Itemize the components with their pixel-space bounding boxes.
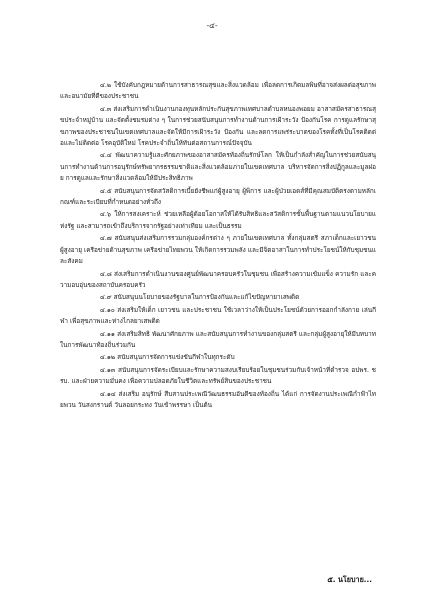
policy-item-4-11: ๔.๑๑ ส่งเสริมสิทธิ พัฒนาศักยภาพ และสนับสนุนการทำงานของกลุ่มสตรี และกลุ่มผู้สูงอายุให้มีบทบาทในการพัฒนาท้องถิ่นร่วมกัน <box>60 329 376 349</box>
policy-item-4-13: ๔.๑๓ สนับสนุนการจัดระเบียบและรักษาความสงบเรียบร้อยในชุมชนร่วมกับเจ้าหน้าที่ตำรวจ อปพร. ชรบ. และฝ่ายความมั่นคง เพื่อความปลอดภัยในชีวิตและทรัพย์สินของประชาชน <box>60 365 376 386</box>
policy-item-4-3: ๔.๓ ส่งเสริมการดำเนินงานกองทุนหลักประกันสุขภาพเทศบาลตำบลหนองพอยม อาสาสมัครสาธารณสุขประจำหมู่บ้าน และจัดตั้งชมรมต่าง ๆ ในการช่วยสนับสนุนการทำงานด้านการเฝ้าระวัง ป้องกันโรค การดูแลรักษาสุขภาพของประชาชนในเขตเทศบาลและจัดให้มีการเฝ้าระวัง ป้องกัน และลดการแพร่ระบาดของโรคทั้งที่เป็นโรคติดต่อและไม่ติดต่อ โรคอุบัติใหม่ โรคประจำถิ่นให้ทันต่อสถานการณ์ปัจจุบัน <box>60 104 376 148</box>
policy-item-4-5: ๔.๕ สนับสนุนการจัดสวัสดิการเบี้ยยังชีพแก่ผู้สูงอายุ ผู้พิการ และผู้ป่วยเอดส์ที่มีคุณสมบัติตรงตามหลักเกณฑ์และระเบียบที่กำหนดอย่างทั่วถึง <box>60 186 376 207</box>
policy-item-4-8: ๔.๘ ส่งเสริมการดำเนินงานของศูนย์พัฒนาครอบครัวในชุมชน เพื่อสร้างความเข้มแข็ง ความรัก และความอบอุ่นของสถาบันครอบครัว <box>60 269 376 289</box>
policy-body <box>60 80 376 412</box>
policy-item-4-10: ๔.๑๐ ส่งเสริมให้เด็ก เยาวชน และประชาชน ใช้เวลาว่างให้เป็นประโยชน์ด้วยการออกกำลังกาย เล่นกีฬา เพื่อสุขภาพและห่างไกลยาเสพติด <box>60 305 376 326</box>
policy-item-4-6: ๔.๖ ให้การสงเคราะห์ ช่วยเหลือผู้ด้อยโอกาสให้ได้รับสิทธิและสวัสดิการขั้นพื้นฐานตามแนวนโยบายแห่งรัฐ และสามารถเข้าถึงบริการจากรัฐอย่างเท่าเทียม และเป็นธรรม <box>60 210 376 230</box>
next-page-continuation: ๕. นโยบาย... <box>327 575 372 584</box>
policy-item-4-2: ๔.๒ ใช้บังคับกฎหมายด้านการสาธารณสุขและสิ่งแวดล้อม เพื่อลดการเกิดมลพิษที่อาจส่งผลต่อสุขภาพและอนามัยที่ดีของประชาชน <box>60 81 376 101</box>
policy-item-4-12: ๔.๑๒ สนับสนุนการจัดการแข่งขันกีฬาในทุกระดับ <box>100 353 235 362</box>
policy-item-4-4: ๔.๔ พัฒนาความรู้และศักยภาพของอาสาสมัครท้องถิ่นรักษ์โลก ให้เป็นกำลังสำคัญในการช่วยสนับสนุนการทำงานด้านการอนุรักษ์ทรัพยากรธรรมชาติและสิ่งแวดล้อมภายในเขตเทศบาล บริหารจัดการสิ่งปฏิกูลและมูลฝอย การดูแลและรักษาสิ่งแวดล้อมให้มีประสิทธิภาพ <box>60 151 376 183</box>
policy-item-4-7: ๔.๗ สนับสนุนส่งเสริมการรวมกลุ่มองค์กรต่าง ๆ ภายในเขตเทศบาล ทั้งกลุ่มสตรี สภาเด็กและเยาวชน ผู้สูงอายุ เครือข่ายด้านสุขภาพ เครือข่ายไทยพวน ให้เกิดการรวมพลัง และมีจิตอาสาในการทำประโยชน์ให้กับชุมชนและสังคม <box>60 234 376 266</box>
page-number: -๔- <box>206 21 218 30</box>
policy-item-4-9: ๔.๙ สนับสนุนนโยบายของรัฐบาลในการป้องกันและแก้ไขปัญหายาเสพติด <box>100 293 300 302</box>
policy-item-4-14: ๔.๑๔ ส่งเสริม อนุรักษ์ สืบสานประเพณีวัฒนธรรมอันดีของท้องถิ่น ได้แก่ การจัดงานประเพณีกำฟ้าไทยพวน วันสงกรานต์ วันลอยกระทง วันเข้าพรรษา เป็นต้น <box>60 389 376 409</box>
